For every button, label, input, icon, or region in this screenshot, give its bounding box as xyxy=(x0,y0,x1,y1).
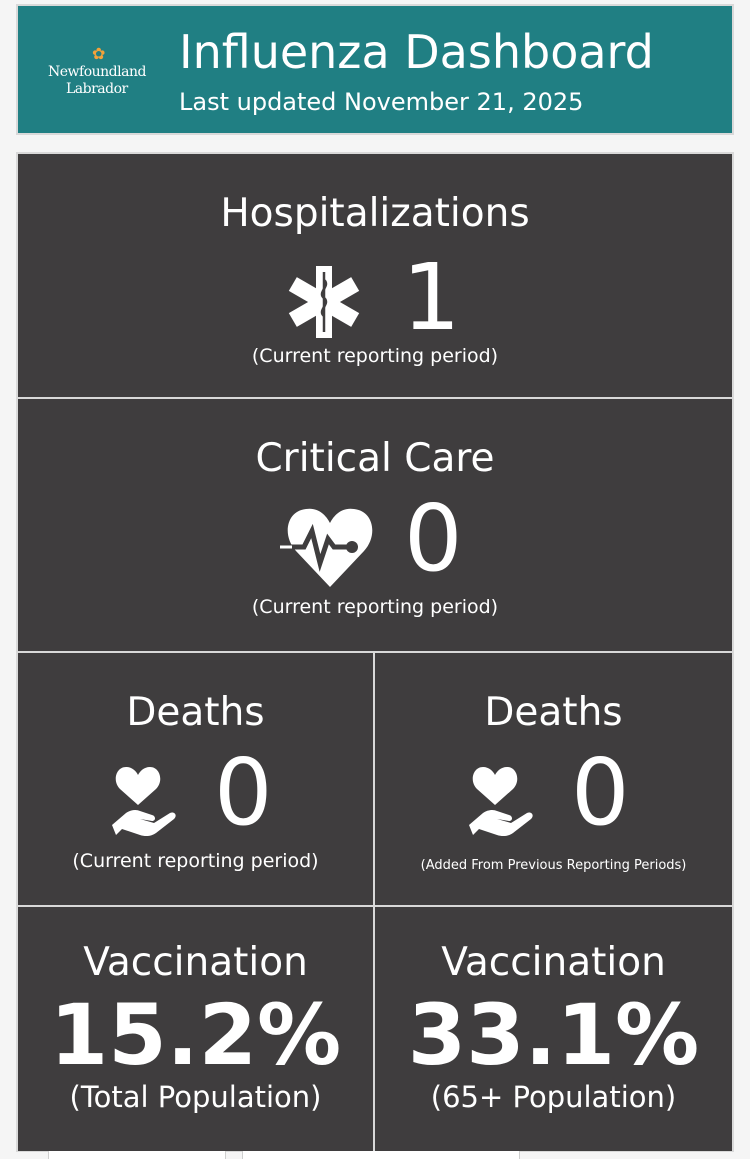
deaths-current-tile[interactable] xyxy=(18,653,373,905)
vaccination-65-note: (65+ Population) xyxy=(430,1080,677,1114)
critical-care-note: (Current reporting period) xyxy=(251,596,499,618)
critical-care-tile[interactable] xyxy=(18,399,732,651)
critical-care-value: 0 xyxy=(404,485,463,592)
page-title: Influenza Dashboard xyxy=(179,25,654,79)
hand-heart-icon xyxy=(467,763,539,839)
deaths-previous-value: 0 xyxy=(571,739,630,846)
heart-pulse-icon xyxy=(278,501,378,591)
indicator-panels xyxy=(16,152,734,1152)
hospitalizations-tile[interactable] xyxy=(18,154,732,397)
deaths-current-value: 0 xyxy=(214,739,273,846)
hospitalizations-note: (Current reporting period) xyxy=(251,345,499,367)
deaths-previous-label: Deaths xyxy=(484,690,623,735)
nl-logo xyxy=(48,46,148,102)
logo-line-1: Newfoundland xyxy=(48,64,146,80)
vaccination-65-value: 33.1% xyxy=(407,986,700,1084)
star-of-life-icon xyxy=(286,264,362,340)
logo-line-2: Labrador xyxy=(66,81,128,97)
deaths-current-note: (Current reporting period) xyxy=(72,850,319,872)
dashboard-header xyxy=(16,4,734,135)
vaccination-65-label: Vaccination xyxy=(441,940,666,985)
vaccination-65-tile[interactable] xyxy=(375,907,732,1151)
vaccination-total-value: 15.2% xyxy=(49,986,342,1084)
critical-care-label: Critical Care xyxy=(255,436,495,481)
hand-heart-icon xyxy=(110,763,182,839)
deaths-previous-tile[interactable] xyxy=(375,653,732,905)
vaccination-total-tile[interactable] xyxy=(18,907,373,1151)
last-updated: Last updated November 21, 2025 xyxy=(179,88,584,116)
hospitalizations-label: Hospitalizations xyxy=(220,191,530,236)
deaths-current-label: Deaths xyxy=(126,690,265,735)
pitcher-plant-icon: ✿ xyxy=(92,44,106,63)
vaccination-total-label: Vaccination xyxy=(83,940,308,985)
vaccination-total-note: (Total Population) xyxy=(69,1080,322,1114)
deaths-previous-note: (Added From Previous Reporting Periods) xyxy=(420,858,687,873)
hospitalizations-value: 1 xyxy=(402,244,461,351)
